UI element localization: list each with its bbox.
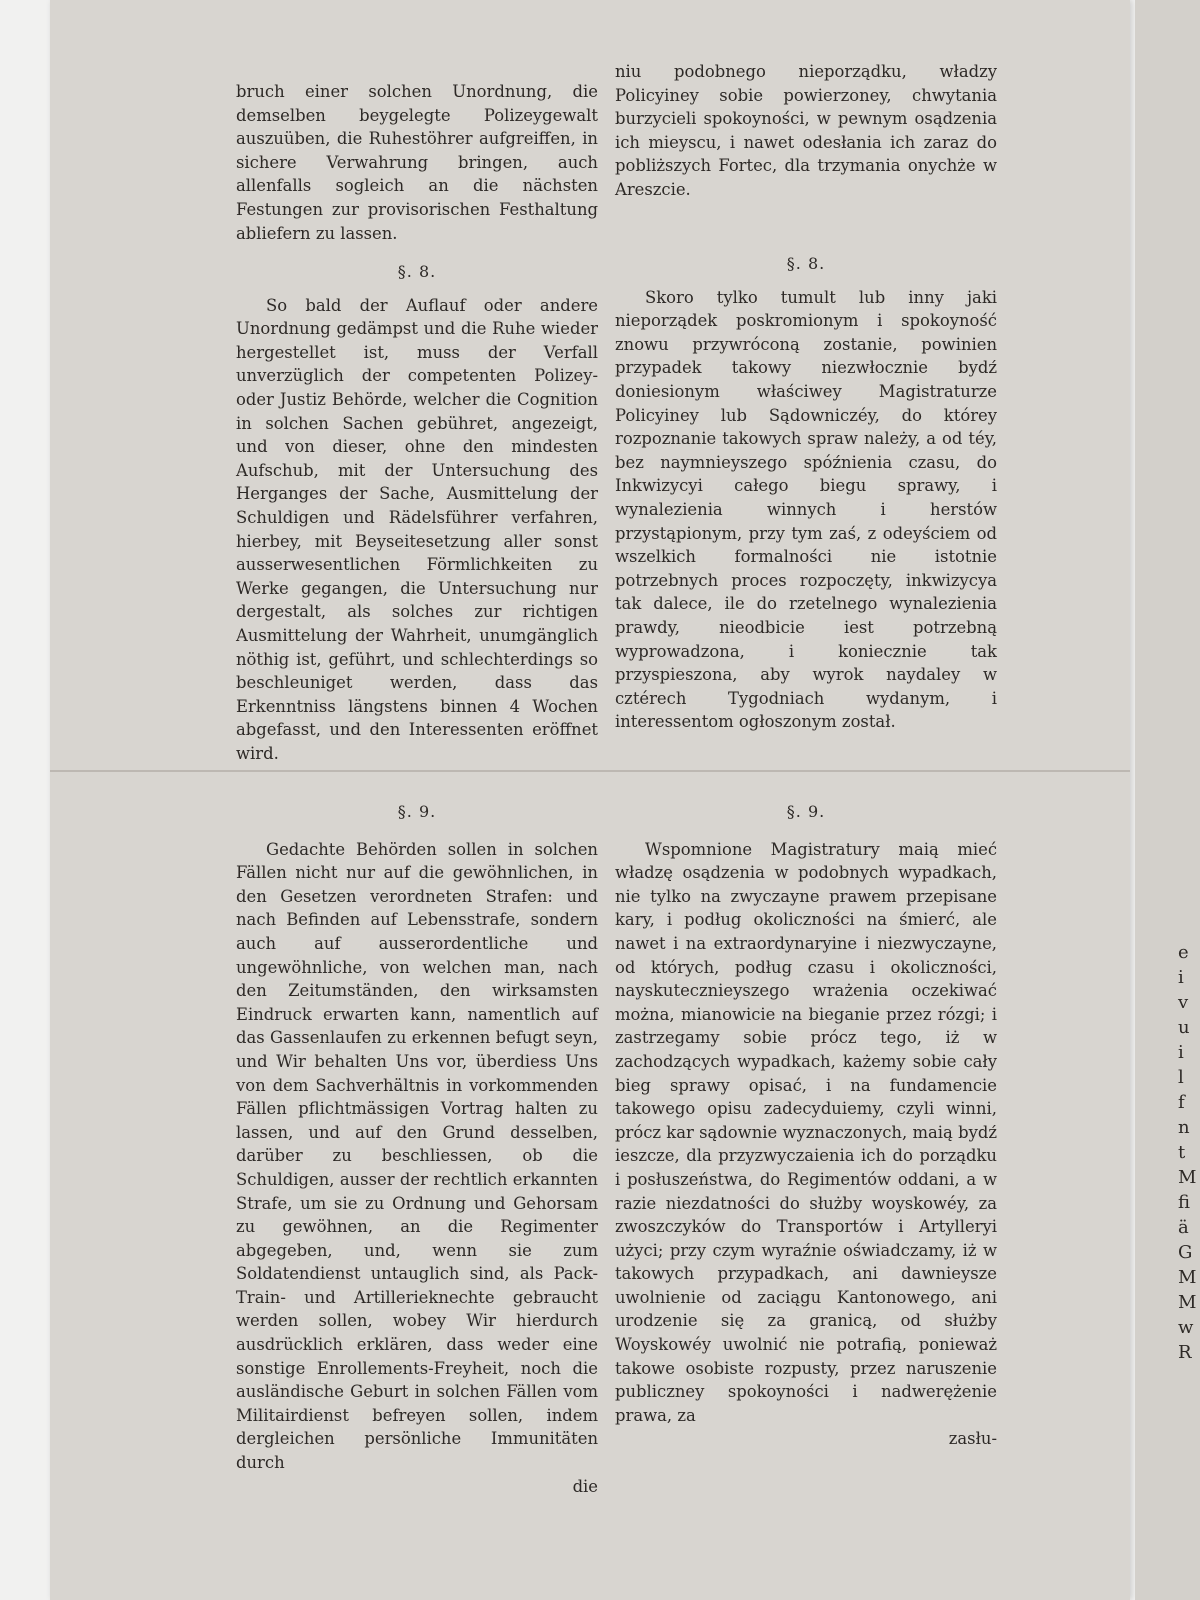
edge-letter: n [1178,1117,1190,1138]
edge-letter: i [1178,1042,1184,1063]
polish-section9-heading: §. 9. [786,802,826,821]
german-section8 [236,260,598,765]
polish-section8-heading: §. 8. [786,254,826,273]
edge-letter: fi [1178,1192,1191,1213]
edge-letter: f [1178,1092,1185,1113]
edge-letter: l [1178,1067,1184,1088]
polish-section9-text: Wspomnione Magistratury maią mieć władzę osądzenia w podobnych wypadkach, nie tylko na zwyczayne prawem przepisane kary, i podług okoliczności na śmierć, ale nawet i na extraordynaryine i niezwyczayne, od których, podług czasu i okoliczności, nayskutecznieyszego wrażenia oczekiwać można, mianowicie na bieganie przez rózgi; i zastrzegamy sobie prócz tego, iż w zachodzących wypadkach, każemy sobie cały bieg sprawy opisać, i na fundamencie takowego opisu zadecyduiemy, czyli winni, prócz kar sądownie wyznaczonych, maią bydź ieszcze, dla przyzwyczaienia ich do porządku i posłuszeństwa, do Regimentów oddani, a w razie niezdatności do służby woyskowéy, za zwoszczyków do Transportów i Artylleryi użyci; przy czym wyraźnie oświadczamy, iż w takowych przypadkach, ani dawnieysze uwolnienie od zaciągu Kantonowego, ani urodzenie się za granicą, od służby Woyskowéy uwolnić nie potrafią, ponieważ takowe osobiste rozpusty, przez naruszenie publiczney spokoyności i nadwerężenie prawa, za [615,839,997,1425]
edge-letter: ä [1178,1217,1189,1238]
german-section8-heading: §. 8. [397,262,437,281]
german-section8-text: So bald der Auflauf oder andere Unordnung gedämpst und die Ruhe wieder hergestellet ist, muss der Verfall unverzüglich der competenten Polizey- oder Justiz Behörde, welcher die Cognition in solchen Sachen gebühret, angezeigt, und von dieser, ohne den mindesten Aufschub, mit der Untersuchung des Herganges der Sache, Ausmittelung der Schuldigen und Rädelsführer verfahren, hierbey, mit Beyseitesetzung aller sonst ausserwesentlichen Förmlichkeiten zu Werke gegangen, die Untersuchung nur dergestalt, als solches zur richtigen Ausmittelung der Wahrheit, unumgänglich nöthig ist, geführt, und schlechterdings so beschleuniget werden, dass das Erkenntniss längstens binnen 4 Wochen abgefasst, und den Interessenten eröffnet wird. [236,295,598,763]
polish-intro: niu podobnego nieporządku, władzy Policyiney sobie powierzoney, chwytania burzycieli spokoyności, w pewnym osądzenia ich mieyscu, i nawet odesłania ich zaraz do pobliższych Fortec, dla trzymania onychże w Areszcie. [615,62,997,199]
edge-letter: M [1178,1267,1197,1288]
german-intro: bruch einer solchen Unordnung, die demselben beygelegte Polizeygewalt auszuüben, die Ruhestöhrer aufgreiffen, in sichere Verwahrung bringen, auch allenfalls sogleich an die nächsten Festungen zur provisorischen Festhaltung abliefern zu lassen. [236,82,598,243]
edge-letter: e [1178,942,1189,963]
edge-letter: t [1178,1142,1186,1163]
edge-letter: R [1178,1342,1192,1363]
edge-letter: M [1178,1167,1197,1188]
polish-column [615,60,997,202]
adjacent-page-letters [1178,940,1198,1365]
german-column [236,80,598,245]
edge-letter: i [1178,967,1184,988]
german-section9-text: Gedachte Behörden sollen in solchen Fällen nicht nur auf die gewöhnlichen, in den Gesetzen verordneten Strafen: und nach Befinden auf Lebensstrafe, sondern auch auf ausserordentliche und ungewöhnliche, von welchen man, nach den Zeitumständen, den wirksamsten Eindruck erwarten kann, namentlich auf das Gassenlaufen zu erkennen befugt seyn, und Wir behalten Uns vor, überdiess Uns von dem Sachverhältnis in vorkommenden Fällen pflichtmässigen Vortrag halten zu lassen, und auf den Grund desselben, darüber zu beschliessen, ob die Schuldigen, ausser der rechtlich erkannten Strafe, um sie zu Ordnung und Gehorsam zu gewöhnen, an die Regimenter abgegeben, und, wenn sie zum Soldatendienst untauglich sind, als Pack-Train- und Artillerieknechte gebraucht werden sollen, wobey Wir hierdurch ausdrücklich erklären, dass weder eine sonstige Enrollements-Freyheit, noch die ausländische Geburt in solchen Fällen vom Militairdienst befreyen sollen, indem dergleichen persönliche Immunitäten durch [236,839,598,1473]
german-section9 [236,800,598,1498]
polish-section9 [615,800,997,1451]
edge-letter: v [1178,992,1189,1013]
polish-section8-text: Skoro tylko tumult lub inny jaki nieporządek poskromionym i spokoyność znowu przywróconą zostanie, powinien przypadek takowy niezwłocznie bydź doniesionym właściwey Magistraturze Policyiney lub Sądowniczéy, do którey rozpoznanie takowych spraw należy, a od téy, bez naymnieyszego spóźnienia czasu, do Inkwizycyi całego biegu sprawy, i wynalezienia winnych i herstów przystąpionym, przy tym zaś, z odeyściem od wszelkich formalności nie istotnie potrzebnych proces rozpoczęty, inkwizycya tak dalece, ile do rzetelnego wynalezienia prawdy, nieodbicie iest potrzebną wyprowadzona, i koniecznie tak przyspieszona, aby wyrok naydaley w cztérech Tygodniach wydanym, i interessentom ogłoszonym został. [615,287,997,732]
edge-letter: G [1178,1242,1193,1263]
edge-letter: u [1178,1017,1190,1038]
edge-letter: M [1178,1292,1197,1313]
german-catchword: die [572,1476,598,1496]
edge-letter: w [1178,1317,1194,1338]
polish-section8 [615,252,997,734]
fold-crease [50,770,1130,772]
polish-catchword: zasłu- [948,1429,997,1449]
german-section9-heading: §. 9. [397,802,437,821]
